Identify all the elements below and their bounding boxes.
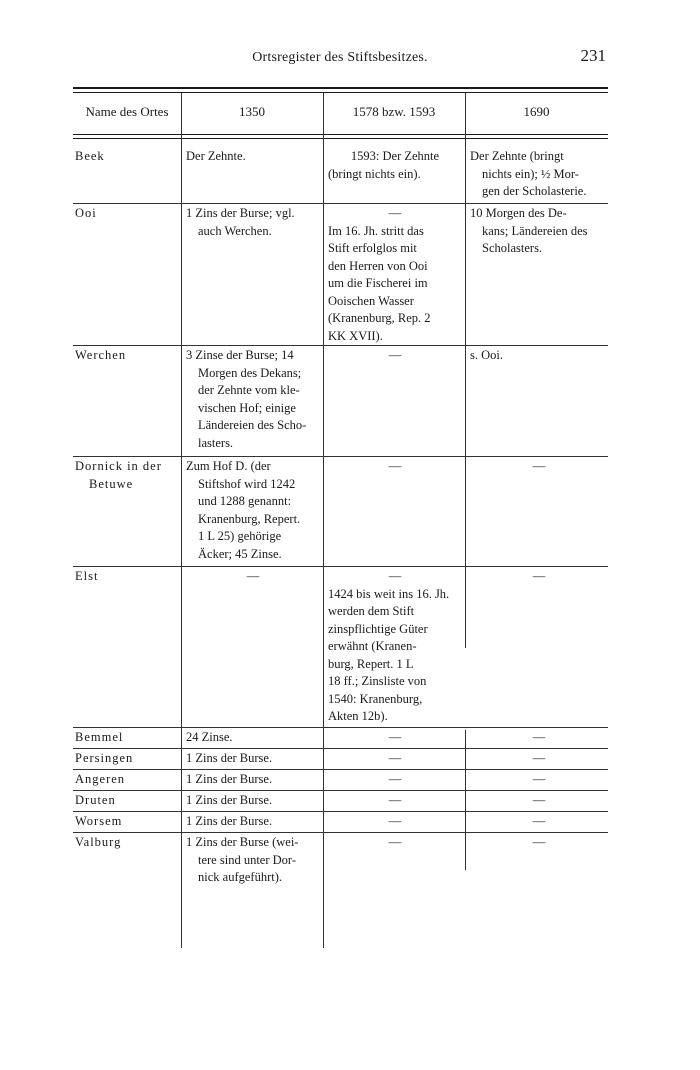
table-cell-place bbox=[75, 347, 179, 365]
row-separator bbox=[73, 727, 608, 728]
table-cell-c1350 bbox=[186, 771, 320, 789]
cell-line: Angeren bbox=[75, 772, 126, 786]
column-divider-1 bbox=[181, 93, 182, 948]
cell-line: Beek bbox=[75, 149, 105, 163]
table-cell-c1350 bbox=[186, 813, 320, 831]
table-cell-c1690 bbox=[470, 750, 608, 768]
row-separator bbox=[73, 790, 608, 791]
column-header-1578: 1578 bzw. 1593 bbox=[352, 104, 436, 119]
cell-line: (bringt nichts ein). bbox=[328, 166, 421, 181]
table-cell-c1690 bbox=[470, 813, 608, 831]
cell-line: — bbox=[388, 814, 402, 828]
cell-line: Im 16. Jh. stritt das bbox=[328, 223, 424, 238]
cell-line: zinspflichtige Güter bbox=[328, 621, 428, 636]
cell-line: — bbox=[388, 772, 402, 786]
cell-line: — bbox=[246, 569, 260, 583]
table-cell-c1350 bbox=[186, 729, 320, 747]
table-cell-c1690 bbox=[470, 771, 608, 789]
row-separator bbox=[73, 748, 608, 749]
cell-line: gen der Scholasterie. bbox=[482, 184, 587, 198]
table-cell-c1690 bbox=[470, 458, 608, 476]
page-header bbox=[0, 0, 700, 80]
cell-line: 1593: Der Zehnte bbox=[350, 149, 440, 163]
table-cell-place bbox=[75, 792, 179, 810]
cell-line: 10 Morgen des De- bbox=[470, 206, 567, 220]
cell-line: — bbox=[388, 730, 402, 744]
table-cell-c1350 bbox=[186, 792, 320, 810]
cell-line: — bbox=[532, 751, 546, 765]
table-cell-c1578 bbox=[328, 771, 462, 789]
cell-line: der Zehnte vom kle- bbox=[198, 383, 300, 397]
row-separator bbox=[73, 832, 608, 833]
cell-line: Bemmel bbox=[75, 730, 124, 744]
cell-line: Persingen bbox=[75, 751, 134, 765]
table-cell-place bbox=[75, 205, 179, 223]
cell-line: den Herren von Ooi bbox=[328, 258, 428, 273]
cell-line: 1 Zins der Burse. bbox=[186, 793, 273, 807]
table-cell-c1690 bbox=[470, 205, 608, 258]
table-cell-c1578 bbox=[328, 750, 462, 768]
cell-line: 1 Zins der Burse; vgl. bbox=[186, 206, 295, 220]
cell-line: Valburg bbox=[75, 835, 122, 849]
cell-line: werden dem Stift bbox=[328, 604, 415, 618]
cell-line: 1424 bis weit ins 16. Jh. bbox=[328, 586, 450, 601]
cell-line: — bbox=[532, 835, 546, 849]
table-cell-c1350 bbox=[186, 750, 320, 768]
table-cell-c1578 bbox=[328, 834, 462, 852]
cell-line: Stiftshof wird 1242 bbox=[198, 476, 296, 491]
table-cell-place bbox=[75, 750, 179, 768]
cell-line: Zum Hof D. (der bbox=[186, 459, 271, 473]
cell-line: — bbox=[388, 569, 402, 583]
cell-line: vischen Hof; einige bbox=[198, 400, 296, 415]
cell-line: — bbox=[388, 459, 402, 473]
table-cell-c1350 bbox=[186, 834, 320, 887]
cell-line: 1540: Kranenburg, bbox=[328, 691, 423, 706]
cell-line: kans; Ländereien des bbox=[482, 223, 588, 238]
table-cell-place bbox=[75, 148, 179, 166]
cell-line: burg, Repert. 1 L bbox=[328, 656, 414, 671]
cell-line: nick aufgeführt). bbox=[198, 870, 282, 884]
cell-line: — bbox=[532, 459, 546, 473]
cell-line: — bbox=[532, 772, 546, 786]
cell-line: — bbox=[388, 206, 402, 220]
top-rule-thin bbox=[73, 92, 608, 93]
table-cell-c1350 bbox=[186, 458, 320, 563]
cell-line: — bbox=[388, 793, 402, 807]
table-cell-c1690 bbox=[470, 729, 608, 747]
table-cell-c1350 bbox=[186, 148, 320, 166]
row-separator bbox=[73, 203, 608, 204]
table-cell-c1578 bbox=[328, 568, 462, 726]
row-separator bbox=[73, 566, 608, 567]
table-cell-c1690 bbox=[470, 148, 608, 201]
column-header-1350: 1350 bbox=[239, 104, 265, 119]
cell-line: nichts ein); ½ Mor- bbox=[482, 166, 579, 181]
table-cell-c1578 bbox=[328, 148, 462, 183]
cell-line: Kranenburg, Repert. bbox=[198, 511, 301, 526]
cell-line: — bbox=[532, 814, 546, 828]
cell-line: 24 Zinse. bbox=[186, 730, 233, 744]
cell-line: — bbox=[388, 751, 402, 765]
column-divider-2 bbox=[323, 93, 324, 948]
running-title: Ortsregister des Stiftsbesitzes. bbox=[252, 50, 428, 65]
table-cell-c1690 bbox=[470, 347, 608, 365]
header-rule-thin-2 bbox=[73, 138, 608, 139]
table-cell-c1578 bbox=[328, 792, 462, 810]
cell-line: KK XVII). bbox=[328, 328, 383, 343]
cell-line: 1 Zins der Burse. bbox=[186, 751, 273, 765]
cell-line: — bbox=[532, 730, 546, 744]
table-cell-place bbox=[75, 771, 179, 789]
table-cell-place bbox=[75, 729, 179, 747]
table-cell-c1578 bbox=[328, 347, 462, 365]
row-separator bbox=[73, 769, 608, 770]
cell-line: 1 Zins der Burse. bbox=[186, 814, 273, 828]
cell-line: Der Zehnte (bringt bbox=[470, 149, 564, 163]
table-cell-c1578 bbox=[328, 813, 462, 831]
table-cell-place bbox=[75, 834, 179, 852]
cell-line: Ooi bbox=[75, 206, 97, 220]
cell-line: Morgen des Dekans; bbox=[198, 365, 302, 380]
cell-line: und 1288 genannt: bbox=[198, 494, 292, 508]
cell-line: erwähnt (Kranen- bbox=[328, 639, 417, 653]
cell-line: 1 Zins der Burse (wei- bbox=[186, 835, 299, 849]
cell-line: Elst bbox=[75, 569, 99, 583]
table-cell-c1578 bbox=[328, 205, 462, 345]
cell-line: Worsem bbox=[75, 814, 123, 828]
table-cell-c1690 bbox=[470, 568, 608, 586]
cell-line: Scholasters. bbox=[482, 241, 543, 255]
cell-line: Ländereien des Scho- bbox=[198, 418, 307, 432]
column-header-1690: 1690 bbox=[523, 104, 550, 119]
cell-line: Ooischen Wasser bbox=[328, 293, 414, 308]
row-separator bbox=[73, 345, 608, 346]
cell-line: — bbox=[388, 835, 402, 849]
cell-line: auch Werchen. bbox=[198, 223, 272, 238]
cell-line: Der Zehnte. bbox=[186, 149, 246, 163]
cell-line: 1 Zins der Burse. bbox=[186, 772, 273, 786]
header-rule-thin bbox=[73, 134, 608, 135]
table-cell-place bbox=[75, 568, 179, 586]
table-cell-place bbox=[75, 458, 179, 493]
cell-line: tere sind unter Dor- bbox=[198, 852, 296, 867]
cell-line: Äcker; 45 Zinse. bbox=[198, 546, 282, 561]
page-number: 231 bbox=[580, 46, 606, 65]
cell-line: 3 Zinse der Burse; 14 bbox=[186, 348, 294, 362]
cell-line: s. Ooi. bbox=[470, 348, 503, 362]
cell-line: — bbox=[388, 348, 402, 362]
cell-line: 18 ff.; Zinsliste von bbox=[328, 674, 427, 688]
cell-line: (Kranenburg, Rep. 2 bbox=[328, 311, 431, 325]
column-divider-3 bbox=[465, 93, 466, 648]
table-cell-c1350 bbox=[186, 347, 320, 452]
cell-line: Werchen bbox=[75, 348, 127, 362]
table-cell-c1350 bbox=[186, 205, 320, 240]
cell-line: — bbox=[532, 569, 546, 583]
top-rule-thick bbox=[73, 87, 608, 89]
cell-line: Dornick in der bbox=[75, 459, 162, 473]
row-separator bbox=[73, 811, 608, 812]
column-divider-3-lower bbox=[465, 730, 466, 870]
cell-line: Stift erfolglos mit bbox=[328, 241, 417, 255]
table-cell-c1578 bbox=[328, 458, 462, 476]
table-cell-c1578 bbox=[328, 729, 462, 747]
cell-line: lasters. bbox=[198, 435, 234, 450]
cell-line: Akten 12b). bbox=[328, 709, 388, 723]
cell-line: 1 L 25) gehörige bbox=[198, 529, 282, 543]
cell-line: Betuwe bbox=[89, 476, 134, 491]
table-cell-c1690 bbox=[470, 834, 608, 852]
table-cell-c1690 bbox=[470, 792, 608, 810]
row-separator bbox=[73, 456, 608, 457]
cell-line: Druten bbox=[75, 793, 116, 807]
table-cell-place bbox=[75, 813, 179, 831]
cell-line: um die Fischerei im bbox=[328, 276, 428, 290]
table-cell-c1350 bbox=[186, 568, 320, 586]
column-header-place: Name des Ortes bbox=[85, 104, 169, 119]
cell-line: — bbox=[532, 793, 546, 807]
